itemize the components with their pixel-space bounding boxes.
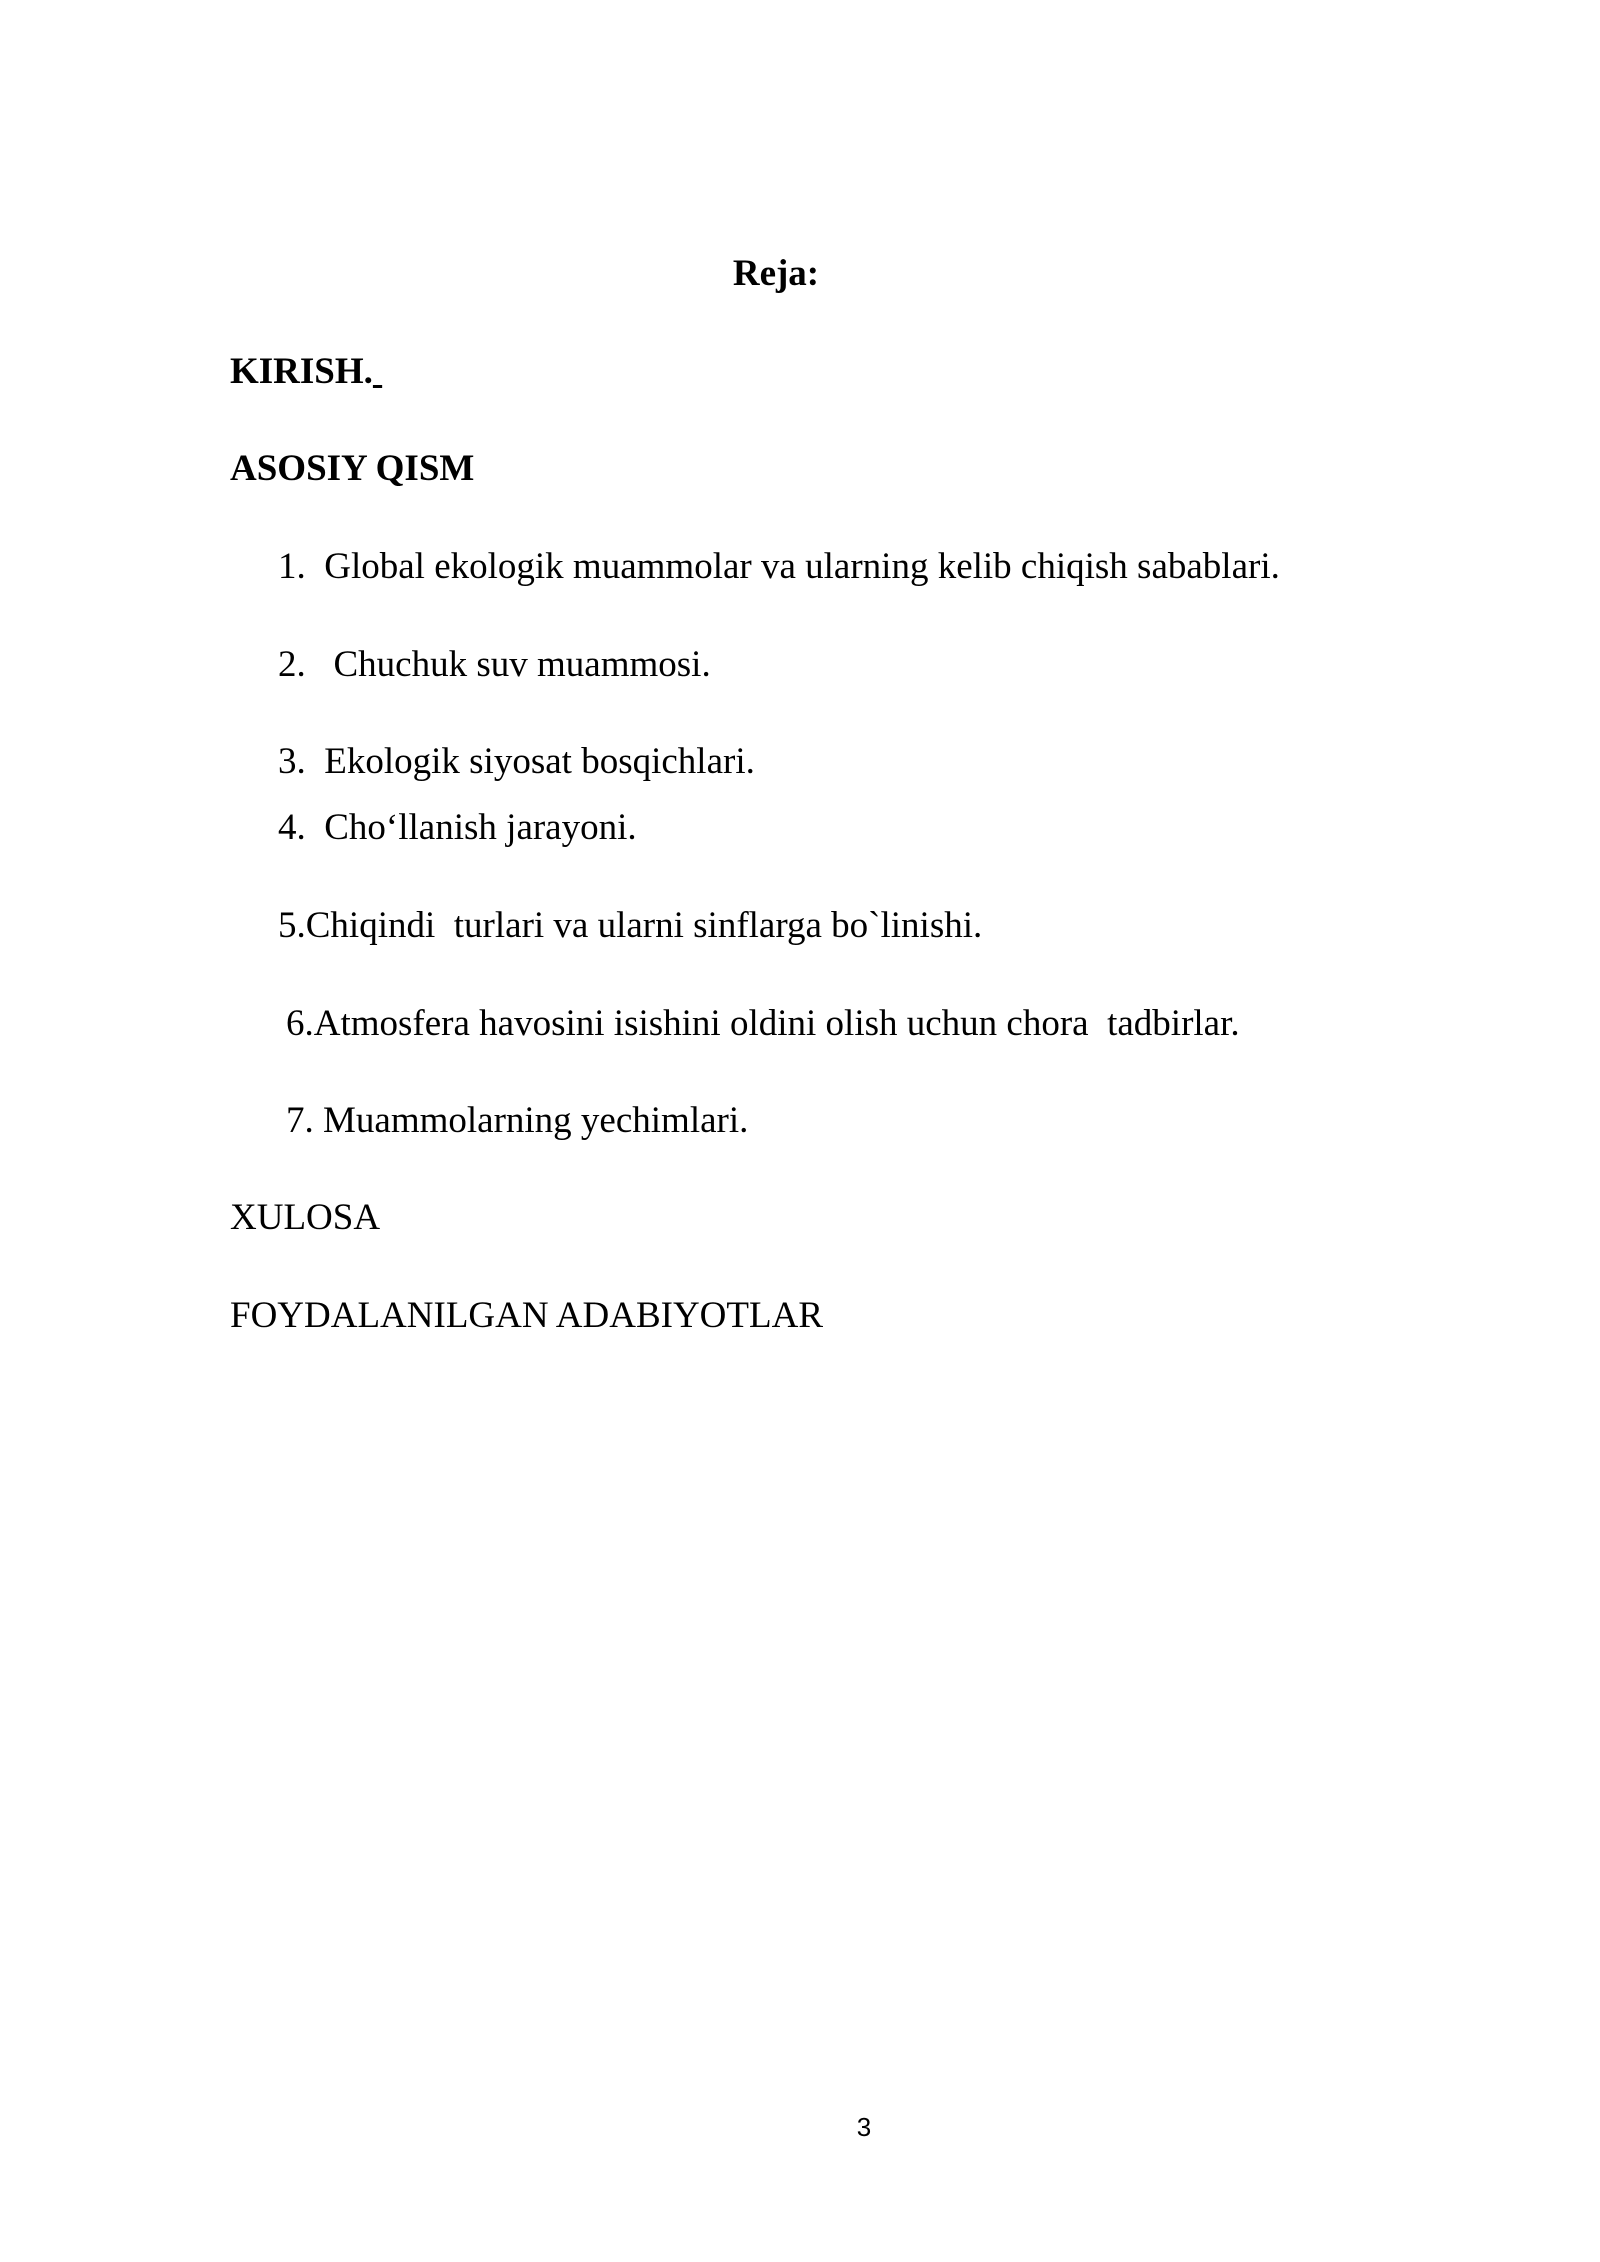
list-item: 2. Chuchuk suv muammosi. [278, 644, 711, 685]
list-item: 5.Chiqindi turlari va ularni sinflarga bo`linishi. [278, 905, 983, 946]
list-item: 6.Atmosfera havosini isishini oldini olish uchun chora tadbirlar. [286, 1003, 1240, 1044]
section-intro-label: KIRISH. [230, 351, 373, 392]
list-item: 4. Cho‘llanish jarayoni. [278, 807, 637, 848]
page-title: Reja: [732, 253, 820, 294]
section-references: FOYDALANILGAN ADABIYOTLAR [230, 1295, 823, 1336]
list-item: 3. Ekologik siyosat bosqichlari. [278, 741, 755, 782]
list-item: 1. Global ekologik muammolar va ularning kelib chiqish sabablari. [278, 546, 1280, 587]
section-main: ASOSIY QISM [230, 448, 475, 489]
list-item: 7. Muammolarning yechimlari. [286, 1100, 749, 1141]
section-intro [230, 350, 382, 394]
section-conclusion: XULOSA [230, 1197, 381, 1238]
section-intro-underline [373, 351, 382, 392]
page-number: 3 [856, 2112, 872, 2142]
